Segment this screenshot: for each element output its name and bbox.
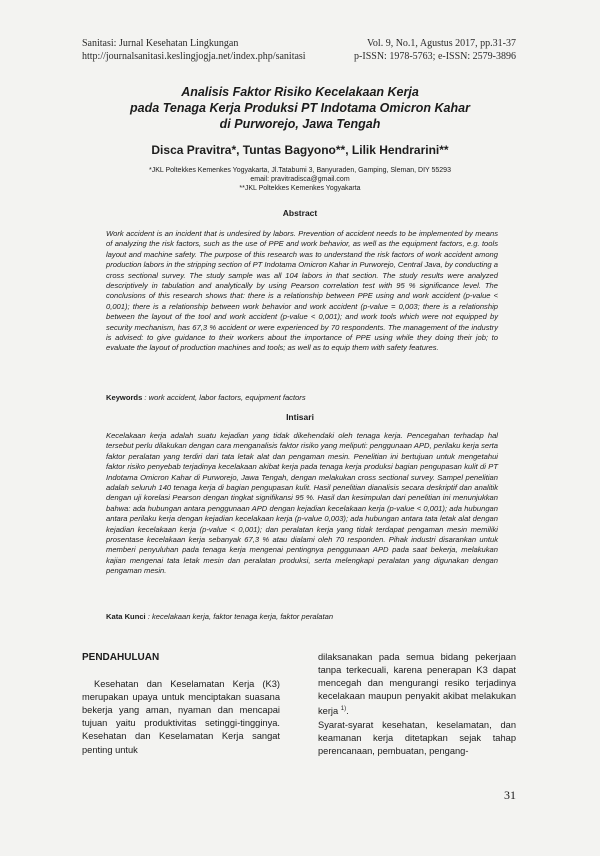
keywords [106, 393, 498, 402]
abstract-heading: Abstract [282, 208, 318, 218]
intisari-heading: Intisari [286, 412, 314, 422]
title-line-2: pada Tenaga Kerja Produksi PT Indotama Omicron Kahar [130, 101, 470, 115]
volume-info: Vol. 9, No.1, Agustus 2017, pp.31-37 [367, 38, 516, 49]
abstract-text: Work accident is an incident that is undesired by labors. Prevention of accident needs to be implemented by means of analyzing the risk factors, such as the use of PPE and work behavior, as well as the equipment factors, e.g. tools layout and machine safety. The purpose of this research was to understand the risk factors of work accident among production labors in the stripping section of PT Indotama Omicron Kahar in Purworejo, Central Java, by conducting a cross sectional survey. The study sample was all 104 labors in that section. The study results were analyzed descriptively in tabulation and analytically by using Pearson correlation test with 95 % significance level. The conclusions of this research shows that: there is a relationship between PPE using and work accident (p-value < 0,001); there is a relationship between work behavior and work accident (p-value = 0,003; there is a relationship between the layout of the tool and work accident (p-value < 0,001); and work tools which were not equipped by security mechanism, has 67,3 % accident or were experienced by 70 respondents. The management of the industry is advised: to give guidance to their workers about the importance of PPE using while they doing their job; to evaluate the layout of production machines and tools; as well as to equip them with safety features. [106, 229, 498, 353]
journal-header-left [82, 37, 306, 63]
journal-name: Sanitasi: Jurnal Kesehatan Lingkungan [82, 38, 239, 49]
journal-url[interactable]: http://journalsanitasi.keslingjogja.net/index.php/sanitasi [82, 51, 306, 62]
title-line-1: Analisis Faktor Risiko Kecelakaan Kerja [181, 85, 419, 99]
keywords-text: : work accident, labor factors, equipment factors [142, 393, 306, 402]
left-column [82, 651, 280, 757]
authors: Disca Pravitra*, Tuntas Bagyono**, Lilik Hendrarini** [151, 143, 449, 157]
page-number: 31 [504, 788, 516, 802]
right-column [318, 651, 516, 758]
paper-title [0, 84, 600, 132]
title-line-3: di Purworejo, Jawa Tengah [219, 117, 381, 131]
keywords-label: Keywords [106, 393, 143, 402]
affiliation-line-3: **JKL Poltekkes Kemenkes Yogyakarta [239, 185, 361, 192]
right-paragraph [318, 651, 516, 719]
journal-header-right [354, 37, 516, 63]
intisari-text: Kecelakaan kerja adalah suatu kejadian yang tidak dikehendaki oleh tenaga kerja. Pencegahan terhadap hal tersebut perlu dilakukan dengan cara menganalisis faktor risiko yang meliputi: penggunaan APD, perilaku kerja serta faktor peralatan yang terdiri dari tata letak alat dan pengaman mesin. Penelitian ini bertujuan untuk mengetahui faktor risiko penyebab terjadinya kecelakaan akibat kerja pada tenaga kerja produksi bagian pengupasan kulit di PT Indotama Omicron Kahar di Purworejo, Jawa Tengah, dengan melakukan cross sectional survey. Sampel penelitian adalah seluruh 140 tenaga kerja di bagian pengupasan kulit. Hasil penelitian dianalisis secara deskriptif dan analitik dengan uji korelasi Pearson dengan tingkat signifikansi 95 %. Hasil dan kesimpulan dari penelitian ini menunjukkan bahwa: ada hubungan antara penggunaan APD dengan kejadian kecelakaan kerja (p-value < 0,001); ada hubungan antara perilaku kerja dengan kejadian kecelakaan kerja (p-value 0,003); ada hubungan antara tata letak alat dengan kejadian kecelakaan kerja (p-value < 0,001); dan peralatan kerja yang tidak terdapat pengaman mesin memiliki prosentase kecelakaan kerja sebanyak 67,3 % atau dialami oleh 70 responden. Pihak industri disarankan untuk memberi penyuluhan pada tenaga kerja mengenai pentingnya penggunaan APD pada saat bekerja, melakukan kajian mengenai tata letak mesin dan peralatan produksi, serta melengkapi peralatan yang digunakan dengan pengaman mesin. [106, 431, 498, 576]
right-paragraph-end: . [346, 706, 349, 717]
kata-kunci-label: Kata Kunci [106, 612, 146, 621]
affiliation-line-1: *JKL Poltekkes Kemenkes Yogyakarta, Jl.Tatabumi 3, Banyuraden, Gamping, Sleman, DIY 55293 [149, 167, 451, 174]
right-paragraph-2: Syarat-syarat kesehatan, keselamatan, dan keamanan kerja ditetapkan sejak tahap perencanaan, pembuatan, pengang- [318, 719, 516, 756]
reference-marker: 1) [340, 706, 347, 713]
author-email: email: pravitradisca@gmail.com [250, 176, 350, 183]
issn-info: p-ISSN: 1978-5763; e-ISSN: 2579-3896 [354, 51, 516, 62]
kata-kunci [106, 612, 498, 621]
section-heading-pendahuluan: PENDAHULUAN [82, 652, 160, 663]
kata-kunci-text: : kecelakaan kerja, faktor tenaga kerja, faktor peralatan [145, 612, 334, 621]
affiliation [0, 166, 600, 193]
left-paragraph: Kesehatan dan Keselamatan Kerja (K3) merupakan upaya untuk menciptakan suasana bekerja yang aman, nyaman dan mencapai tujuan yaitu produktivitas setinggi-tingginya. Kesehatan dan Keselamatan Kerja sangat penting untuk [82, 679, 280, 755]
right-paragraph-text: dilaksanakan pada semua bidang pekerjaan tanpa terkecuali, karena penerapan K3 dapat mencegah dan mengurangi resiko terjadinya kecelakaan maupun penyakit akibat melakukan kerja [318, 652, 516, 717]
